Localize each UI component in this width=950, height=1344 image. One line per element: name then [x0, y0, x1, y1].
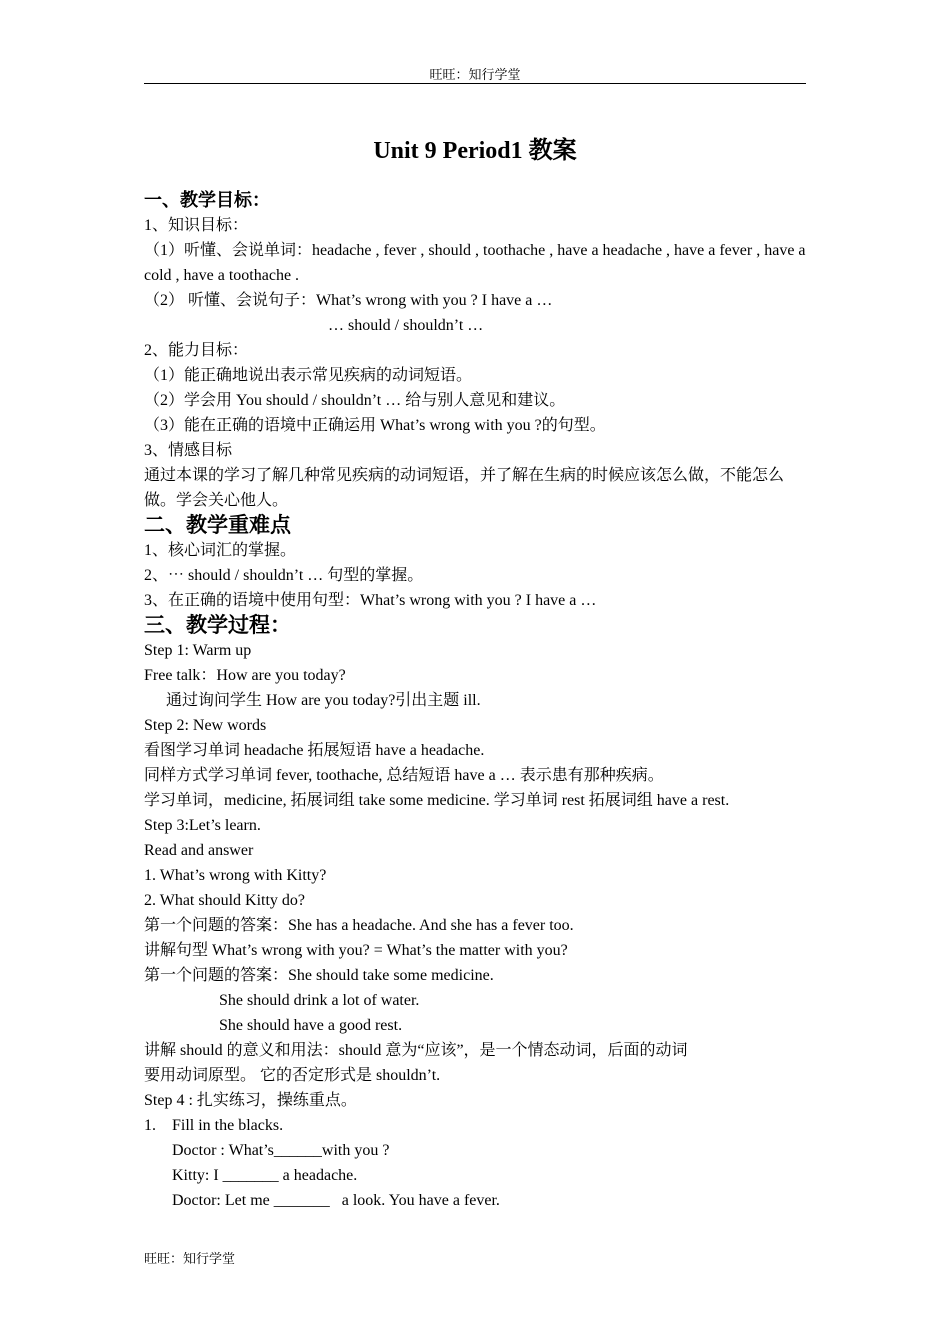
- key-point-2: 2、⋯ should / shouldn’t … 句型的掌握。: [144, 567, 424, 584]
- document-body: [144, 188, 808, 1213]
- ability-goal-label: 2、能力目标：: [144, 342, 249, 359]
- process-line: 同样方式学习单词 fever, toothache, 总结短语 have a … 表示患有那种疾病。: [144, 767, 664, 784]
- process-line: 通过询问学生 How are you today?引出主题 ill.: [166, 692, 481, 709]
- knowledge-goal-sentences: （2） 听懂、会说句子：What’s wrong with you ? I have a …: [144, 292, 553, 309]
- knowledge-goal-label: 1、知识目标：: [144, 217, 249, 234]
- emotion-goal-label: 3、情感目标: [144, 442, 233, 459]
- process-line: 1. Fill in the blacks.: [144, 1117, 284, 1134]
- process-line: 第一个问题的答案：She has a headache. And she has a fever too.: [144, 917, 574, 934]
- process-line: Free talk：How are you today?: [144, 667, 346, 684]
- document-title: Unit 9 Period1 教案: [373, 138, 577, 164]
- process-line: 讲解 should 的意义和用法：should 意为“应该”，是一个情态动词，后面的动词: [144, 1042, 688, 1059]
- key-point-1: 1、核心词汇的掌握。: [144, 542, 297, 559]
- emotion-goal-text: 通过本课的学习了解几种常见疾病的动词短语，并了解在生病的时候应该怎么做，不能怎么做。学会关心他人。: [144, 467, 785, 509]
- knowledge-goal-sentences-cont: … should / shouldn’t …: [328, 317, 484, 334]
- process-line: 讲解句型 What’s wrong with you? = What’s the matter with you?: [144, 942, 568, 959]
- ability-goal-3: （3）能在正确的语境中正确运用 What’s wrong with you ?的句型。: [144, 417, 606, 434]
- process-line: 看图学习单词 headache 拓展短语 have a headache.: [144, 742, 485, 759]
- process-line: Step 1: Warm up: [144, 642, 252, 659]
- section-heading-objectives: 一、教学目标：: [144, 190, 270, 210]
- process-line: 学习单词，medicine, 拓展词组 take some medicine. 学习单词 rest 拓展词组 have a rest.: [144, 792, 730, 809]
- header-rule: [144, 83, 806, 84]
- process-line: Doctor : What’s______with you ?: [172, 1142, 390, 1159]
- process-line: 要用动词原型。 它的否定形式是 shouldn’t.: [144, 1067, 441, 1084]
- process-line: Doctor: Let me _______ a look. You have a fever.: [172, 1192, 500, 1209]
- process-line: She should have a good rest.: [219, 1017, 403, 1034]
- page-header: 旺旺：知行学堂: [429, 67, 521, 82]
- knowledge-goal-words: （1）听懂、会说单词：headache , fever , should , toothache , have a headache , have a fever , have a cold , have a toothache .: [144, 242, 806, 284]
- process-line: 2. What should Kitty do?: [144, 892, 306, 909]
- section-heading-process: 三、教学过程：: [144, 613, 291, 637]
- process-line: 第一个问题的答案：She should take some medicine.: [144, 967, 494, 984]
- page-footer: 旺旺：知行学堂: [144, 1251, 236, 1266]
- ability-goal-1: （1）能正确地说出表示常见疾病的动词短语。: [144, 367, 473, 384]
- section-heading-key-points: 二、教学重难点: [144, 513, 291, 537]
- process-line: Read and answer: [144, 842, 254, 859]
- ability-goal-2: （2）学会用 You should / shouldn’t … 给与别人意见和建议。: [144, 392, 566, 409]
- process-line: She should drink a lot of water.: [219, 992, 420, 1009]
- process-line: Kitty: I _______ a headache.: [172, 1167, 358, 1184]
- process-line: Step 4 : 扎实练习，操练重点。: [144, 1092, 357, 1109]
- process-line: 1. What’s wrong with Kitty?: [144, 867, 327, 884]
- process-line: Step 2: New words: [144, 717, 267, 734]
- key-point-3: 3、在正确的语境中使用句型：What’s wrong with you ? I have a …: [144, 592, 597, 609]
- process-line: Step 3:Let’s learn.: [144, 817, 261, 834]
